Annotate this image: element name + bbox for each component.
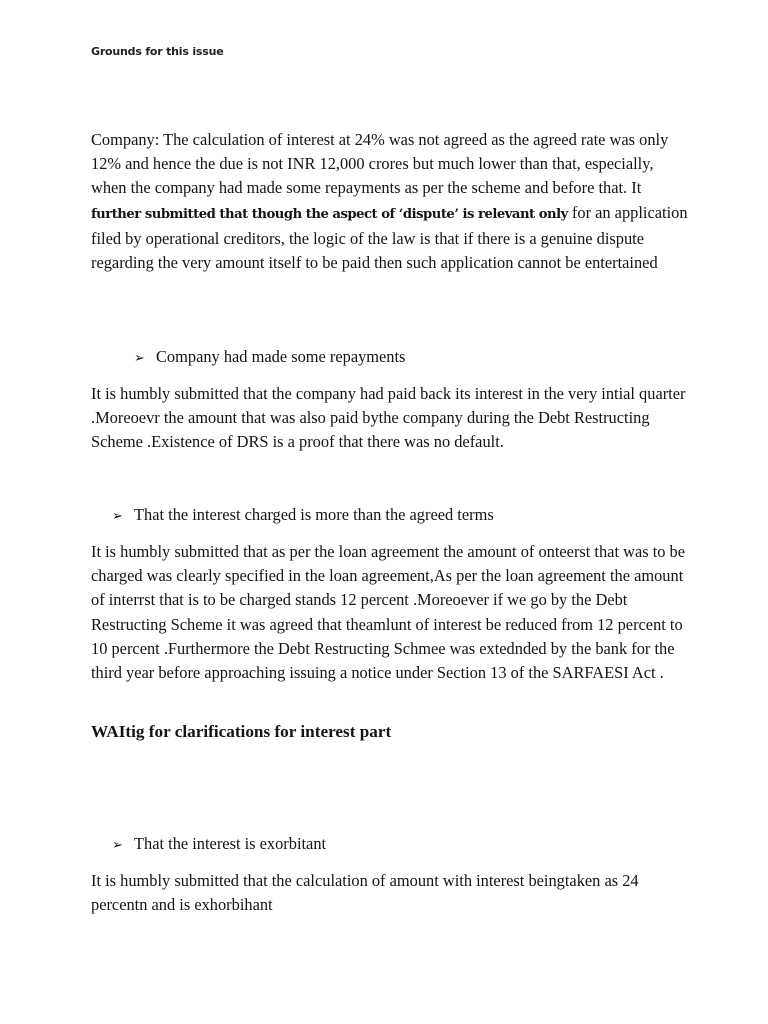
company-argument-emphasis: further submitted that though the aspect of ‘dispute’ is relevant only xyxy=(91,206,568,222)
interest-charged-paragraph: It is humbly submitted that as per the loan agreement the amount of onteerst that was to be charged was clearly specified in the loan agreement,As per the loan agreement the amount of interrst that is to be charged stands 12 percent .Moreoever if we go by the Debt Restructing Scheme it was agreed that theamlunt of interest be reduced from 12 percent to 10 percent .Furthermore the Debt Restructing Schmee was extednded by the bank for the third year before approaching issuing a notice under Section 13 of the SARFAESI Act . xyxy=(91,542,686,683)
bullet-repayments xyxy=(134,345,405,371)
exorbitant-paragraph: It is humbly submitted that the calculation of amount with interest beingtaken as 24 percentn and is exhorbihant xyxy=(91,871,639,915)
bullet-interest-charged-text: That the interest charged is more than the agreed terms xyxy=(134,505,494,524)
company-argument-paragraph xyxy=(91,128,691,275)
clarification-heading: WAItig for clarifications for interest part xyxy=(91,722,392,741)
repayments-paragraph: It is humbly submitted that the company had paid back its interest in the very intial quarter .Moreoevr the amount that was also paid bythe company during the Debt Restructing Scheme .Existence of DRS is a proof that there was no default. xyxy=(91,384,686,452)
bullet-exorbitant-text: That the interest is exorbitant xyxy=(134,834,327,853)
bullet-exorbitant xyxy=(112,832,326,858)
arrow-bullet-icon: ➢ xyxy=(112,509,123,524)
company-argument-text-end: for an application filed by operational creditors, the logic of the law is that if there is a genuine dispute regarding the very amount itself to be paid then such application cannot be entertained xyxy=(91,202,688,273)
bullet-interest-charged xyxy=(112,503,494,529)
page-header: Grounds for this issue xyxy=(91,45,224,58)
arrow-bullet-icon: ➢ xyxy=(112,838,123,853)
arrow-bullet-icon: ➢ xyxy=(134,351,145,366)
company-argument-text-start: Company: The calculation of interest at 24% was not agreed as the agreed rate was only 12% and hence the due is not INR 12,000 crores but much lower than that, especially, when the company had made some repayments as per the scheme and before that. It xyxy=(91,130,669,198)
bullet-repayments-text: Company had made some repayments xyxy=(156,347,406,366)
